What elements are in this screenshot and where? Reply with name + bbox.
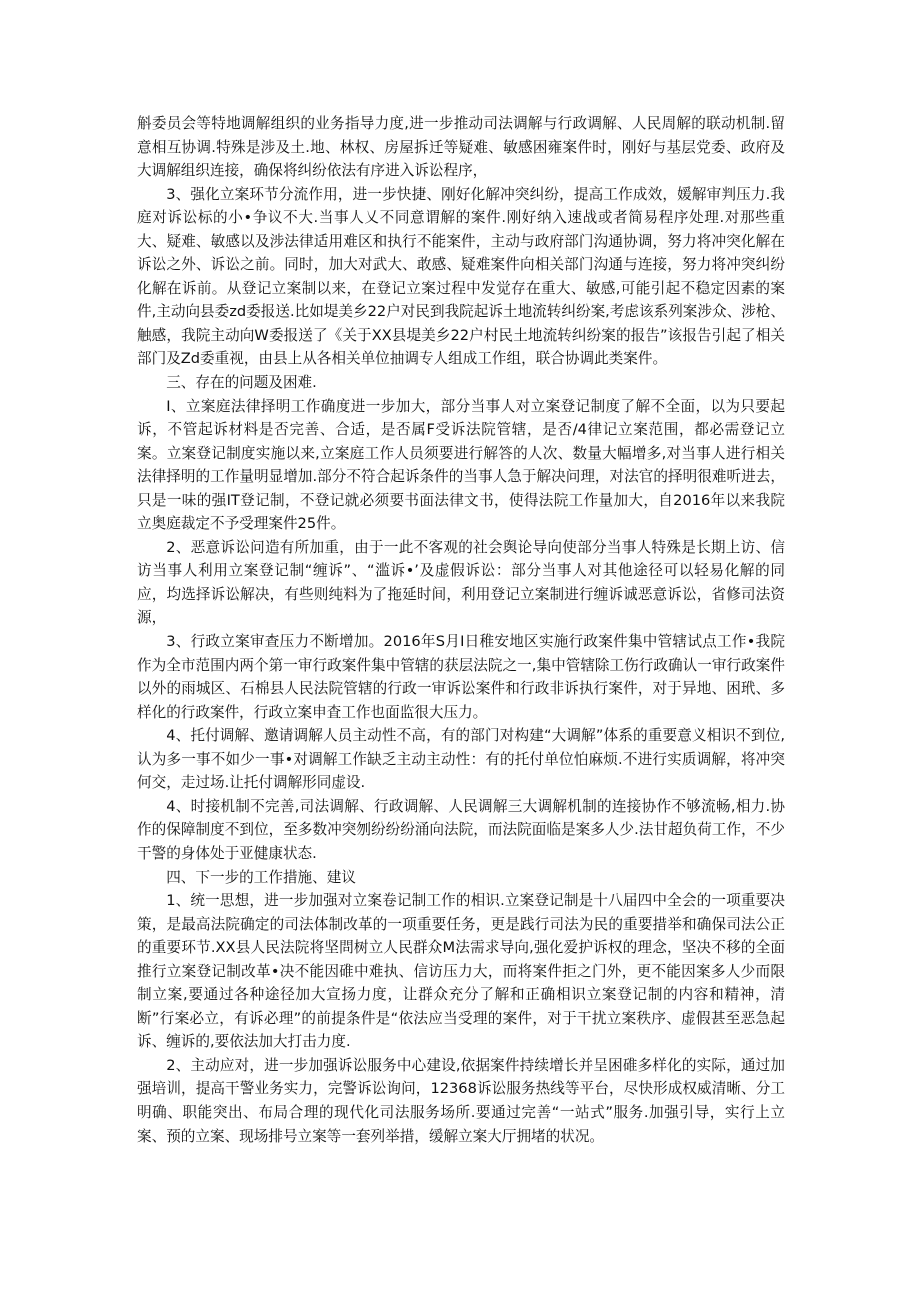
paragraph-problem-1: I、立案庭法律择明工作确度进一步加大，部分当事人对立案登记制度了解不全面，以为只要起诉，不管起诉材料是否完善、合适，是否属F受诉法院管辖，是否/4律记立案范围，都必需登记立案。立案登记制度实施以来,立案庭工作人员须要进行解答的人次、数量大幅增多,对当事人进行相关法律择明的工作量明显增加.部分不符合起诉条件的当事人急于解决问理，对法官的择明很难听进去，只是一味的强IT登记制，不登记就必须要书面法律文书，使得法院工作量加大，自2016年以来我院立奥庭裁定不予受理案件25件。 [137,397,785,533]
paragraph-case-filing-diversion: 3、强化立案环节分流作用，进一步快捷、刚好化解冲突纠纷，提高工作成效，媛解审判压力.我庭对诉讼标的小•争议不大.当事人乂不同意谓解的案件.刚好纳入速战或者简易程序处理.对那些重大、疑难、敏感以及涉法律适用难区和执行不能案件，主动与政府部门沟通协调，努力将冲突化解在诉讼之外、诉讼之前。同时，加大对武大、敢感、疑难案件向相关部门沟通与连接，努力将冲突纠纷化解在诉前。从登记立案制以来，在登记立案过程中发觉存在重大、敏感,可能引起不稳定因素的案件,主动向县委zd委报送.比如堤美乡22户对民到我院起诉土地流转纠纷案,考虑该系列案涉众、涉枪、触感，我院主动向W委报送了《关于XX县堤美乡22户村民土地流转纠纷案的报告”该报告引起了相关部门及Zd委重视，由县上从各相关单位抽调专人组成工作组，联合协调此类案件。 [137,185,785,368]
paragraph-problem-3: 3、行政立案审查压力不断增加。2016年S月I日稚安地区实施行政案件集中管辖试点工作•我院作为全市范围内两个第一审行政案件集中管辖的获层法院之一,集中管辖除工伤行政确认一审行政案件以外的雨城区、石棉县人民法院管辖的行政一审诉讼案件和行政非诉执行案件，对于异地、困玳、多样化的行政案件，行政立案申査工作也面监很大压力。 [137,633,785,721]
section-heading-next-steps: 四、下一步的工作措施、建议 [166,868,356,886]
paragraph-mediation-linkage: 斛委员会等特地调解组织的业务指导力度,进一步推动司法调解与行政调解、人民周解的联动机制.留意相互协调.特殊是涉及土.地、林权、房屋拆迁等疑难、敏感困雍案件时，刚好与基层党委、政府及大调解组织连接，确保将纠纷依法有序进入诉讼程序， [137,115,785,180]
paragraph-problem-4b: 4、时接机制不完善,司法调解、行政调解、人民调解三大调解机制的连接协作不够流畅,相力.协作的保障制度不到位，至多数冲突刎纷纷纷涌向法院，而法院面临是案多人少.法甘超负荷工作，不少干警的身体处于亚健康状态. [137,797,785,862]
paragraph-measure-1: 1、统一思想，进一步加强对立案卷记制工作的相识.立案登记制是十八届四中全会的一项重要决策，是最高法院确定的司法体制改革的一项重要任务，更是践行司法为民的重要措举和确保司法公正的重要环节.XX县人民法院将坚問树立人民群众M法需求导向,强化爱护诉权的理念，坚决不移的全面推行立案登记制改革•决不能因碓中难执、信访压力大，而将案件拒之门外，更不能因案多人少而限制立案,要通过各种途径加大宣扬力度，让群众充分了解和正确相识立案登记制的内容和精神，清断”行案必立，有诉必理”的前提条件是“依法应当受理的案件，对于干扰立案秩序、虚假甚至恶急起诉、缠诉的,要依法加大打击力度. [137,892,785,1051]
paragraph-measure-2: 2、主动应对，进一步加强诉讼服务中心建设,依据案件持续增长并呈困碓多样化的实际，通过加强培训，提高干警业务实力，完警诉讼询问，12368诉讼服务热线等平台，尽快形成权威清晰、分工明确、职能突出、布局合理的现代化司法服务场所.要通过完善“一站式”服务.加强引导，实行上立案、预的立案、现场排号立案等一套列举措，缓解立案大厅拥堵的状况。 [137,1056,785,1145]
document-page [137,112,785,1148]
paragraph-problem-2: 2、恶意诉讼问造有所加重，由于一此不客观的社会舆论导向使部分当事人特殊是长期上访、信访当事人利用立案登记制“缠诉”、“滥诉•’及虚假诉讼：部分当事人对其他途径可以轻易化解的同应，均选择诉讼解决，有些则纯料为了拖延时间，利用登记立案制进行缠诉诚恶意诉讼，省修司法资源， [137,538,785,627]
paragraph-problem-4a: 4、托付调解、邀请调解人员主动性不高，有的部门对构建“大调解”体系的重要意义相识不到位,认为多一事不如少一事•对调解工作缺乏主动主动性：有的托付单位怕麻烦.不进行实质调解，将冲突何交，走过场.让托付调解形同虚设. [137,727,785,792]
section-heading-problems: 三、存在的问题及困难. [166,374,317,392]
